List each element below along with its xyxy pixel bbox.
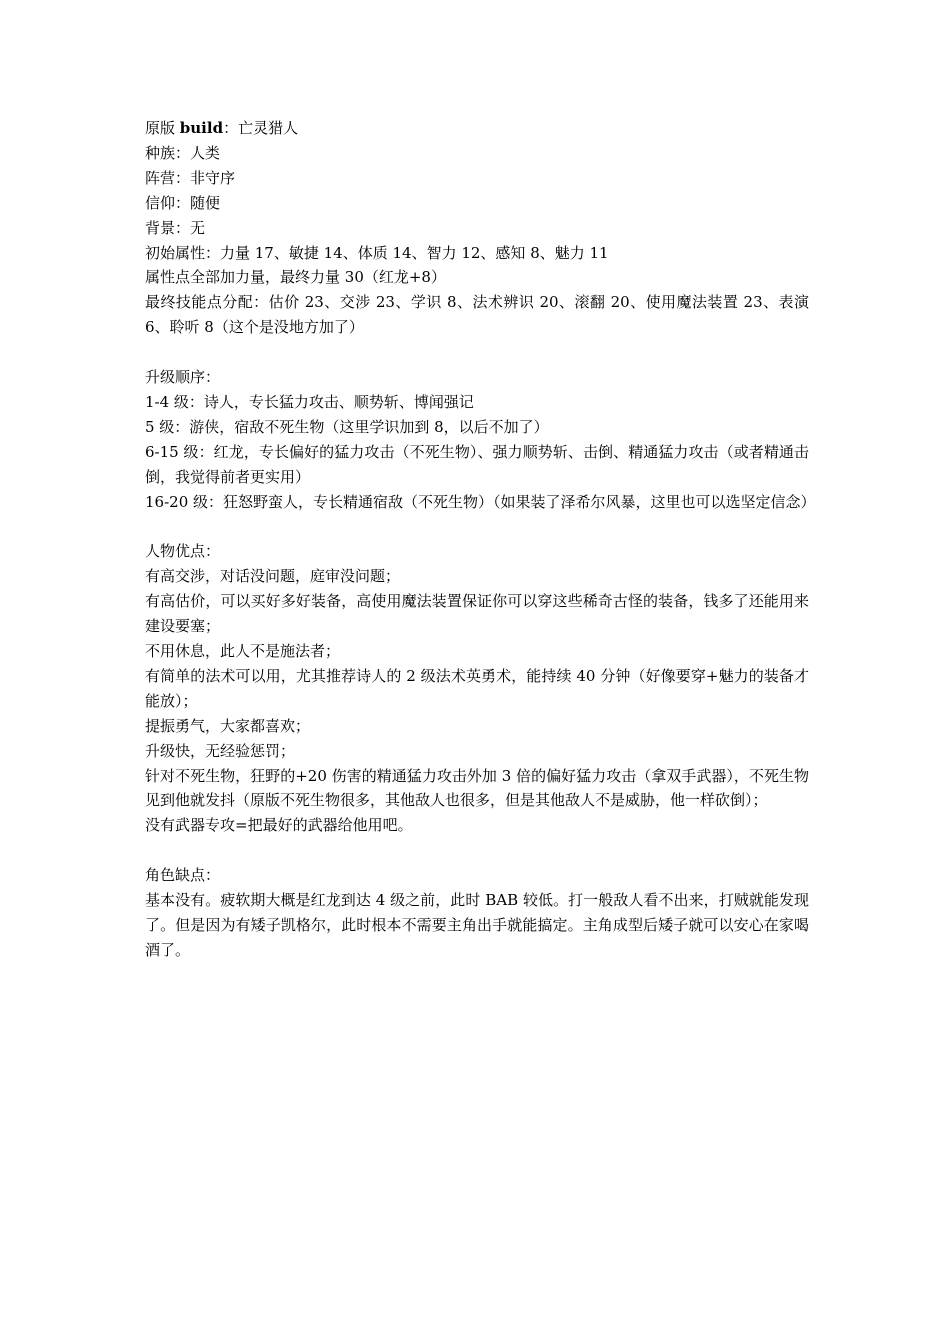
strength-item: 有简单的法术可以用，尤其推荐诗人的 2 级法术英勇术，能持续 40 分钟（好像要穿+魅力的装备才能放）；: [145, 666, 809, 710]
final-skills-paragraph: 最终技能点分配：估价 23、交涉 23、学识 8、法术辨识 20、滚翻 20、使用魔法装置 23、表演 6、聆听 8（这个是没地方加了）: [145, 293, 809, 337]
spacer: [145, 838, 809, 863]
strength-item: 升级快，无经验惩罚；: [145, 741, 296, 760]
leveling-step: 5 级：游侠，宿敌不死生物（这里学识加到 8，以后不加了）: [145, 417, 549, 436]
race-line: 种族：人类: [145, 143, 221, 162]
build-title-prefix: 原版: [145, 119, 180, 137]
build-title: [145, 116, 809, 141]
strength-item: 有高估价，可以买好多好装备，高使用魔法装置保证你可以穿这些稀奇古怪的装备，钱多了还能用来建设要塞；: [145, 592, 809, 636]
document-body: [145, 116, 816, 963]
weaknesses-paragraph: 基本没有。疲软期大概是红龙到达 4 级之前，此时 BAB 较低。打一般敌人看不出来，打贼就能发现了。但是因为有矮子凯格尔，此时根本不需要主角出手就能搞定。主角成型后矮子就可以安心在家喝酒了。: [145, 891, 809, 959]
spacer: [145, 514, 809, 539]
leveling-step: 1-4 级：诗人，专长猛力攻击、顺势斩、博闻强记: [145, 392, 474, 411]
leveling-step: 16-20 级：狂怒野蛮人，专长精通宿敌（不死生物）（如果装了泽希尔风暴，这里也可以选坚定信念）: [145, 492, 816, 511]
weaknesses-heading: 角色缺点：: [145, 866, 221, 885]
alignment-line: 阵营：非守序: [145, 168, 236, 187]
build-title-suffix: ：亡灵猎人: [223, 119, 299, 137]
strength-item: 没有武器专攻=把最好的武器给他用吧。: [145, 816, 413, 835]
faith-line: 信仰：随便: [145, 193, 221, 212]
attribute-points-line: 属性点全部加力量，最终力量 30（红龙+8）: [145, 268, 446, 287]
strength-item: 提振勇气，大家都喜欢；: [145, 716, 311, 735]
leveling-heading: 升级顺序：: [145, 368, 221, 387]
leveling-step: 6-15 级：红龙，专长偏好的猛力攻击（不死生物）、强力顺势斩、击倒、精通猛力攻击（或者精通击倒，我觉得前者更实用）: [145, 442, 809, 486]
initial-attributes-line: 初始属性：力量 17、敏捷 14、体质 14、智力 12、感知 8、魅力 11: [145, 243, 609, 262]
strength-item: 不用休息，此人不是施法者；: [145, 642, 341, 660]
spacer: [145, 340, 809, 365]
strengths-heading: 人物优点：: [145, 542, 221, 561]
background-line: 背景：无: [145, 218, 206, 237]
build-title-bold: build: [179, 119, 224, 137]
strength-item: 有高交涉，对话没问题，庭审没问题；: [145, 567, 401, 586]
strength-item: 针对不死生物，狂野的+20 伤害的精通猛力攻击外加 3 倍的偏好猛力攻击（拿双手武器），不死生物见到他就发抖（原版不死生物很多，其他敌人也很多，但是其他敌人不是威胁，他一样砍倒）；: [145, 766, 809, 810]
